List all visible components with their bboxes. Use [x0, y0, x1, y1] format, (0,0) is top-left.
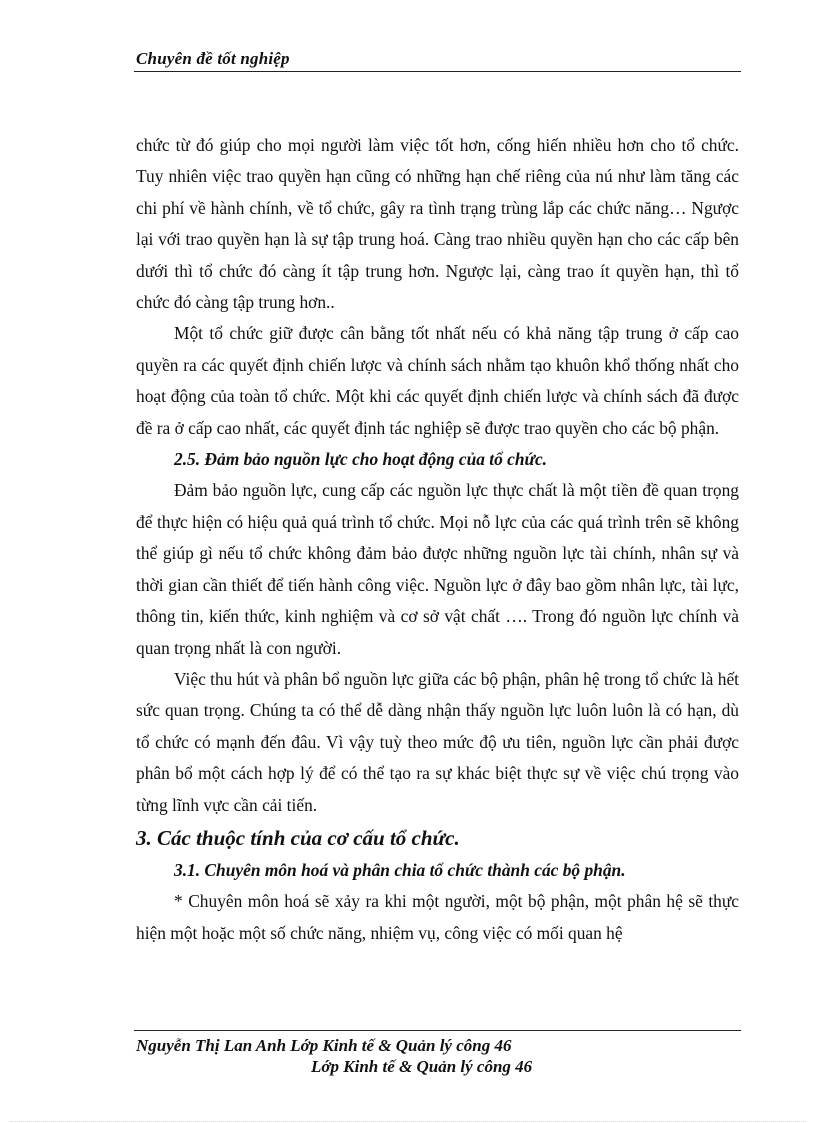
- paragraph: * Chuyên môn hoá sẽ xảy ra khi một người, một bộ phận, một phân hệ sẽ thực hiện một hoặc một số chức năng, nhiệm vụ, công việc có mối quan hệ: [136, 891, 739, 943]
- paragraph: Một tổ chức giữ được cân bằng tốt nhất nếu có khả năng tập trung ở cấp cao quyền ra các quyết định chiến lược và chính sách nhằm tạo khuôn khổ thống nhất cho hoạt động của toàn tổ chức. Một khi các quyết định chiến lược và chính sách đã được đề ra ở cấp cao nhất, các quyết định tác nghiệp sẽ được trao quyền cho các bộ phận.: [136, 323, 739, 438]
- section-heading-3: 3. Các thuộc tính của cơ cấu tổ chức.: [136, 825, 460, 850]
- section-heading-2-5: 2.5. Đảm bảo nguồn lực cho hoạt động của tổ chức.: [174, 449, 548, 470]
- footer-rule: [134, 1030, 741, 1031]
- paragraph: chức từ đó giúp cho mọi người làm việc tốt hơn, cống hiến nhiều hơn cho tổ chức. Tuy nhiên việc trao quyền hạn cũng có những hạn chế riêng của nú như làm tăng các chi phí về hành chính, về tổ chức, gây ra tình trạng trùng lắp các chức năng… Ngược lại với trao quyền hạn là sự tập trung hoá. Càng trao nhiều quyền hạn cho các cấp bên dưới thì tổ chức đó càng ít tập trung hơn. Ngược lại, càng trao ít quyền hạn, thì tổ chức đó càng tập trung hơn..: [136, 135, 739, 313]
- footer-class: Lớp Kinh tế & Quản lý công 46: [311, 1057, 533, 1076]
- page-edge-divider: [10, 1121, 806, 1122]
- body-text: [136, 130, 739, 949]
- paragraph: Việc thu hút và phân bổ nguồn lực giữa các bộ phận, phân hệ trong tổ chức là hết sức quan trọng. Chúng ta có thể dễ dàng nhận thấy nguồn lực luôn luôn là có hạn, dù tổ chức có mạnh đến đâu. Vì vậy tuỳ theo mức độ ưu tiên, nguồn lực cần phải được phân bổ một cách hợp lý để có thể tạo ra sự khác biệt thực sự về việc chú trọng vào từng lĩnh vực cần cải tiến.: [136, 668, 739, 815]
- header-title: Chuyên đề tốt nghiệp: [136, 49, 290, 68]
- paragraph: Đảm bảo nguồn lực, cung cấp các nguồn lực thực chất là một tiền đề quan trọng để thực hiện có hiệu quả quá trình tổ chức. Mọi nỗ lực của các quá trình trên sẽ không thể giúp gì nếu tổ chức không đảm bảo được những nguồn lực tài chính, nhân sự và thời gian cần thiết để tiến hành công việc. Nguồn lực ở đây bao gồm nhân lực, tài lực, thông tin, kiến thức, kinh nghiệm và cơ sở vật chất …. Trong đó nguồn lực chính và quan trọng nhất là con người.: [136, 480, 739, 658]
- header-rule: [134, 71, 741, 72]
- footer-author: Nguyễn Thị Lan Anh Lớp Kinh tế & Quản lý công 46: [136, 1036, 512, 1055]
- section-heading-3-1: 3.1. Chuyên môn hoá và phân chia tổ chức thành các bộ phận.: [174, 859, 626, 880]
